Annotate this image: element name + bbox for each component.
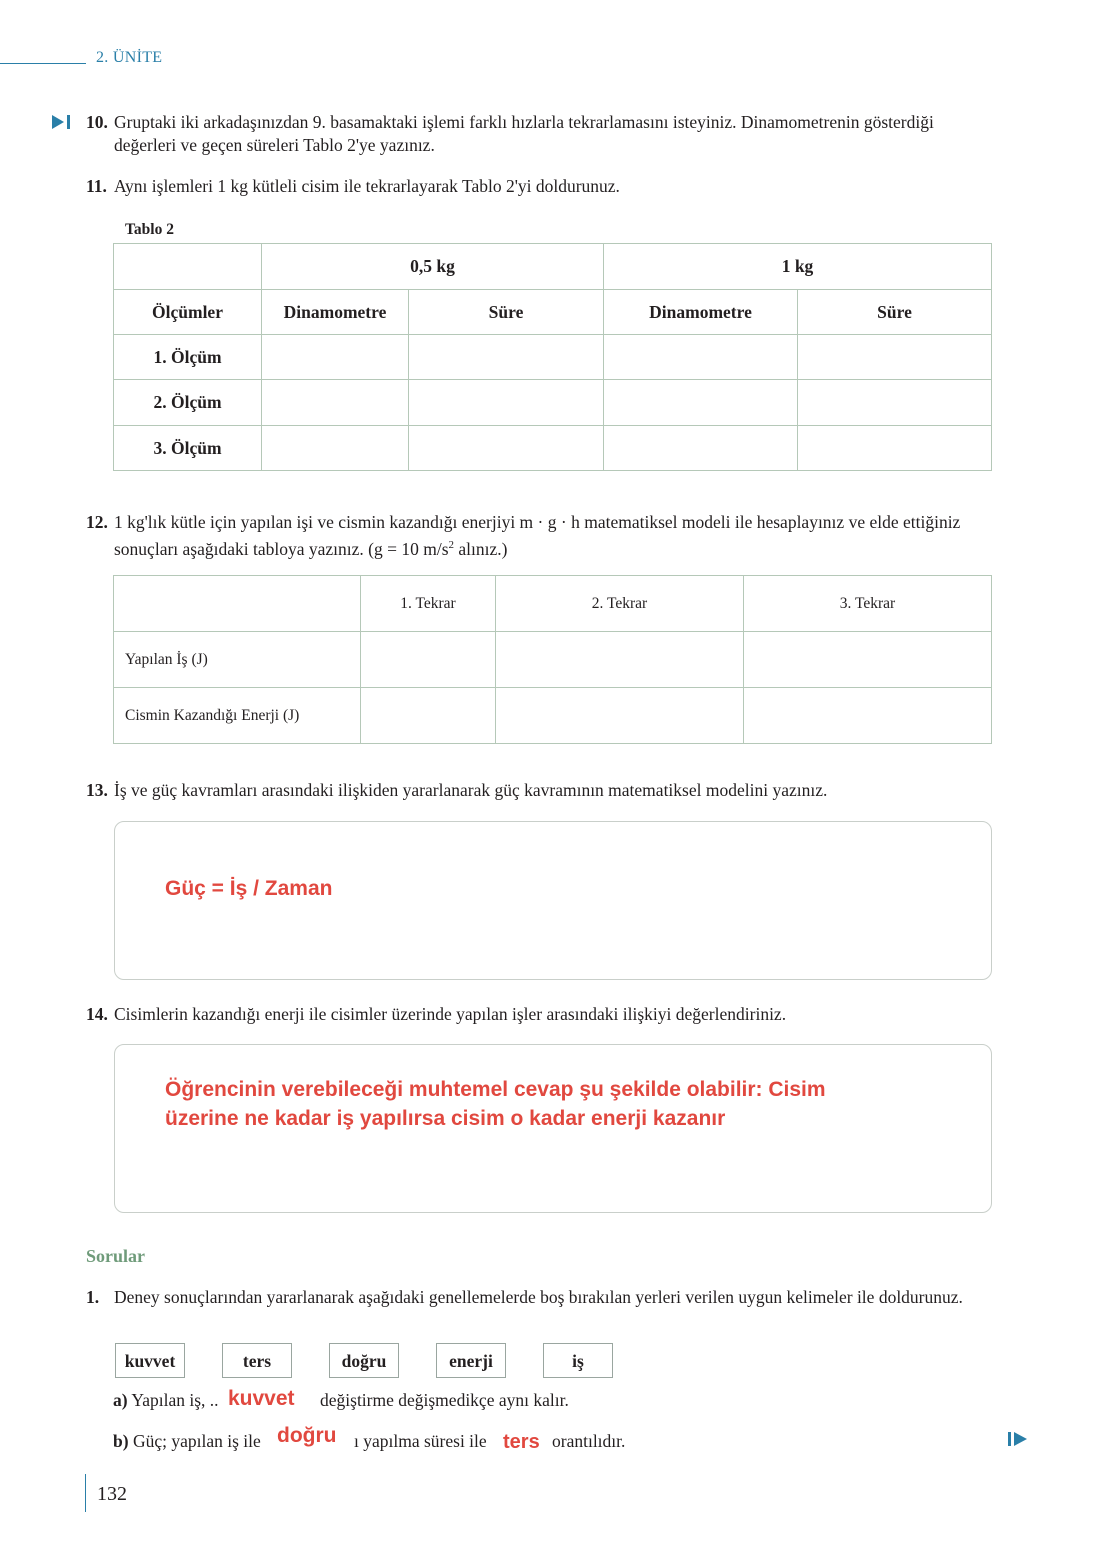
table-group-row xyxy=(114,244,992,290)
table-cell[interactable] xyxy=(798,426,992,471)
table-column-header: Süre xyxy=(798,290,992,335)
question-10 xyxy=(86,111,986,159)
item-text: Güç; yapılan iş ile xyxy=(132,1431,261,1451)
question-text: Deney sonuçlarından yararlanarak aşağıdaki genellemelerde boş bırakılan yerleri verilen uygun kelimeler ile doldurunuz. xyxy=(114,1287,963,1307)
work-energy-table xyxy=(113,575,992,744)
section-title: Sorular xyxy=(86,1246,146,1266)
answer-text: Güç = İş / Zaman xyxy=(165,877,333,900)
question-number: 13. xyxy=(86,780,108,800)
footer-rule xyxy=(85,1474,86,1512)
question-text: Gruptaki iki arkadaşınızdan 9. basamaktaki işlemi farklı hızlarla tekrarlamasını isteyiniz. Dinamometrenin gösterdiği değerleri ve geçen süreleri Tablo 2'ye yazınız. xyxy=(114,112,934,155)
unit-title: 2. ÜNİTE xyxy=(96,49,163,66)
answer-text: Öğrencinin verebileceği muhtemel cevap şu şekilde olabilir: Cisim üzerine ne kadar iş yapılırsa cisim o kadar enerji kazanır xyxy=(165,1078,826,1130)
table-header-row xyxy=(114,576,992,632)
table-cell[interactable] xyxy=(409,380,604,426)
question-number: 1. xyxy=(86,1287,100,1307)
table-row xyxy=(114,335,992,380)
question-text: İş ve güç kavramları arasındaki ilişkiden yararlanarak güç kavramının matematiksel modelini yazınız. xyxy=(114,780,828,800)
table-row-header: Cismin Kazandığı Enerji (J) xyxy=(114,688,361,744)
table-cell[interactable] xyxy=(409,335,604,380)
table-cell[interactable] xyxy=(262,380,409,426)
sorular-question-1 xyxy=(86,1286,986,1334)
table-cell[interactable] xyxy=(262,426,409,471)
answer-box-14[interactable] xyxy=(114,1044,992,1213)
table-column-header: 2. Tekrar xyxy=(496,576,744,632)
table-row xyxy=(114,632,992,688)
table-cell[interactable] xyxy=(496,632,744,688)
question-text-part: alınız.) xyxy=(454,538,508,559)
table-cell[interactable] xyxy=(604,426,798,471)
item-text: Yapılan iş, .. xyxy=(131,1390,219,1410)
table-row-header: 1. Ölçüm xyxy=(114,335,262,380)
next-page-icon[interactable] xyxy=(1008,1431,1028,1447)
item-label: b) xyxy=(113,1431,129,1451)
page-number: 132 xyxy=(97,1483,127,1505)
item-text: ı yapılma süresi ile xyxy=(354,1431,487,1451)
table-column-header: Dinamometre xyxy=(262,290,409,335)
table-row-header: 2. Ölçüm xyxy=(114,380,262,426)
item-label: a) xyxy=(113,1390,128,1410)
table-column-header: Süre xyxy=(409,290,604,335)
table-cell[interactable] xyxy=(361,632,496,688)
answer-box-13[interactable] xyxy=(114,821,992,980)
word-bank-item[interactable]: kuvvet xyxy=(115,1343,185,1378)
table-empty-cell xyxy=(114,244,262,290)
question-13 xyxy=(86,779,986,803)
question-12 xyxy=(86,511,986,559)
fill-answer: ters xyxy=(503,1431,540,1453)
table-row-header: 3. Ölçüm xyxy=(114,426,262,471)
question-number: 10. xyxy=(86,112,108,132)
table-cell[interactable] xyxy=(262,335,409,380)
question-text: Aynı işlemleri 1 kg kütleli cisim ile tekrarlayarak Tablo 2'yi doldurunuz. xyxy=(114,176,620,196)
table-column-header: 1. Tekrar xyxy=(361,576,496,632)
play-marker-icon xyxy=(52,114,72,130)
table-row-header: Yapılan İş (J) xyxy=(114,632,361,688)
table-column-header: 3. Tekrar xyxy=(744,576,992,632)
table-column-header: Dinamometre xyxy=(604,290,798,335)
table-row xyxy=(114,688,992,744)
table-row xyxy=(114,426,992,471)
table-column-header: Ölçümler xyxy=(114,290,262,335)
word-bank-item[interactable]: ters xyxy=(222,1343,292,1378)
question-11 xyxy=(86,175,986,199)
question-14 xyxy=(86,1003,986,1027)
question-number: 14. xyxy=(86,1004,108,1024)
table-group-header: 1 kg xyxy=(604,244,992,290)
table-row xyxy=(114,380,992,426)
word-bank-item[interactable]: iş xyxy=(543,1343,613,1378)
word-bank-item[interactable]: doğru xyxy=(329,1343,399,1378)
table-group-header: 0,5 kg xyxy=(262,244,604,290)
question-text xyxy=(114,511,984,561)
question-number: 12. xyxy=(86,512,108,532)
table-cell[interactable] xyxy=(798,380,992,426)
fill-answer: kuvvet xyxy=(228,1385,295,1413)
superscript: 2 xyxy=(448,539,454,551)
fill-item-a xyxy=(113,1388,219,1412)
table-header-row xyxy=(114,290,992,335)
question-text: Cisimlerin kazandığı enerji ile cisimler üzerinde yapılan işler arasındaki ilişkiyi değerlendiriniz. xyxy=(114,1004,787,1024)
table-cell[interactable] xyxy=(604,380,798,426)
item-text: değiştirme değişmedikçe aynı kalır. xyxy=(320,1390,569,1410)
word-bank-item[interactable]: enerji xyxy=(436,1343,506,1378)
table-cell[interactable] xyxy=(798,335,992,380)
fill-item-b xyxy=(113,1429,261,1453)
table-empty-cell xyxy=(114,576,361,632)
question-text-part: 1 kg'lık kütle için yapılan işi ve cismin kazandığı enerjiyi m · g · h matematiksel modeli ile hesaplayınız ve elde ettiğiniz sonuçları aşağıdaki tabloya yazınız. (g = 10 m/s xyxy=(114,512,961,559)
table-cell[interactable] xyxy=(744,688,992,744)
table-cell[interactable] xyxy=(604,335,798,380)
table-caption: Tablo 2 xyxy=(125,221,174,238)
question-number: 11. xyxy=(86,176,107,196)
header-rule xyxy=(0,63,86,64)
table-cell[interactable] xyxy=(744,632,992,688)
fill-answer: doğru xyxy=(277,1424,337,1447)
table-cell[interactable] xyxy=(409,426,604,471)
item-text: orantılıdır. xyxy=(552,1431,626,1451)
table-cell[interactable] xyxy=(496,688,744,744)
measurement-table xyxy=(113,243,992,471)
table-cell[interactable] xyxy=(361,688,496,744)
